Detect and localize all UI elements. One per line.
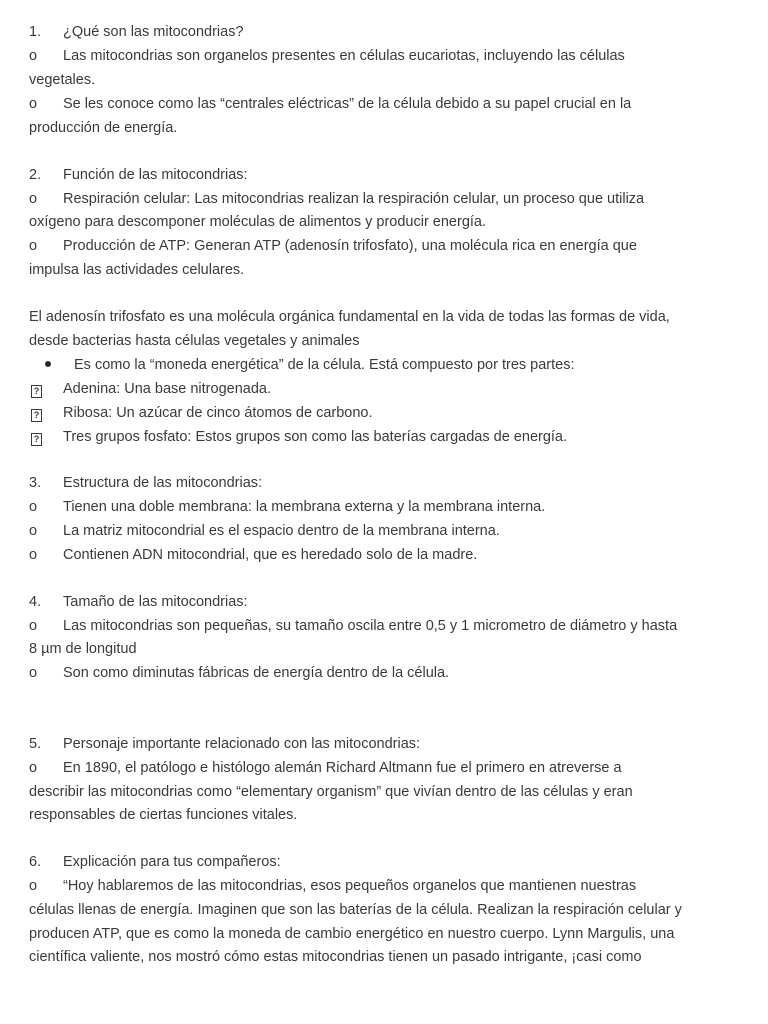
section-heading (29, 471, 745, 495)
item-text: científica valiente, nos mostró cómo estas mitocondrias tienen un pasado intrigante, ¡casi como (29, 949, 642, 965)
item-text: Respiración celular: Las mitocondrias realizan la respiración celular, un proceso que utiliza (63, 191, 645, 207)
item-text: células llenas de energía. Imaginen que son las baterías de la célula. Realizan la respiración celular y (29, 902, 682, 918)
item-text: “Hoy hablaremos de las mitocondrias, esos pequeños organelos que mantienen nuestras (63, 878, 637, 894)
list-marker: o (29, 523, 38, 539)
item-text: Producción de ATP: Generan ATP (adenosín trifosfato), una molécula rica en energía que (63, 238, 637, 254)
item-text: Es como la “moneda energética” de la célula. Está compuesto por tres partes: (74, 357, 575, 373)
missing-glyph-icon: ? (31, 433, 42, 446)
bullet-item (45, 353, 761, 377)
continuation-line (29, 637, 745, 661)
list-item (29, 756, 745, 780)
list-item (29, 614, 745, 638)
list-marker: o (29, 238, 38, 254)
continuation-line (29, 922, 745, 946)
item-text: Tienen una doble membrana: la membrana externa y la membrana interna. (63, 499, 546, 515)
item-text: 8 µm de longitud (29, 641, 137, 657)
sub-item (29, 377, 745, 401)
list-marker: o (29, 499, 38, 515)
item-text: Tres grupos fosfato: Estos grupos son como las baterías cargadas de energía. (63, 429, 568, 445)
continuation-line (29, 210, 745, 234)
list-item (29, 519, 745, 543)
item-text: vegetales. (29, 72, 96, 88)
item-text: describir las mitocondrias como “elementary organism” que vivían dentro de las células y eran (29, 784, 633, 800)
list-number: 4. (29, 594, 42, 610)
list-marker: o (29, 547, 38, 563)
list-number: 3. (29, 475, 42, 491)
list-item (29, 92, 745, 116)
continuation-line (29, 68, 745, 92)
missing-glyph-icon: ? (31, 409, 42, 422)
section-heading (29, 163, 745, 187)
paragraph-line (29, 305, 745, 329)
list-marker: o (29, 96, 38, 112)
list-item (29, 187, 745, 211)
item-text: Son como diminutas fábricas de energía dentro de la célula. (63, 665, 450, 681)
list-item (29, 44, 745, 68)
heading-text: Tamaño de las mitocondrias: (63, 594, 248, 610)
item-text: En 1890, el patólogo e histólogo alemán Richard Altmann fue el primero en atreverse a (63, 760, 622, 776)
item-text: impulsa las actividades celulares. (29, 262, 245, 278)
list-number: 2. (29, 167, 42, 183)
list-number: 5. (29, 736, 42, 752)
item-text: Ribosa: Un azúcar de cinco átomos de carbono. (63, 405, 373, 421)
continuation-line (29, 780, 745, 804)
heading-text: Función de las mitocondrias: (63, 167, 248, 183)
item-text: La matriz mitocondrial es el espacio dentro de la membrana interna. (63, 523, 500, 539)
list-number: 6. (29, 854, 42, 870)
heading-text: ¿Qué son las mitocondrias? (63, 24, 244, 40)
item-text: Adenina: Una base nitrogenada. (63, 381, 271, 397)
item-text: Se les conoce como las “centrales eléctricas” de la célula debido a su papel crucial en la (63, 96, 632, 112)
list-item (29, 874, 745, 898)
missing-glyph-icon: ? (31, 385, 42, 398)
list-item (29, 661, 745, 685)
item-text: producción de energía. (29, 120, 178, 136)
item-text: Las mitocondrias son organelos presentes en células eucariotas, incluyendo las células (63, 48, 625, 64)
continuation-line (29, 803, 745, 827)
list-marker: o (29, 48, 38, 64)
section-heading (29, 732, 745, 756)
list-item (29, 234, 745, 258)
list-item (29, 495, 745, 519)
sub-item (29, 425, 745, 449)
sub-item (29, 401, 745, 425)
list-marker: o (29, 878, 38, 894)
item-text: producen ATP, que es como la moneda de cambio energético en nuestro cuerpo. Lynn Margulis, una (29, 926, 675, 942)
paragraph-line (29, 329, 745, 353)
list-item (29, 543, 745, 567)
bullet-dot-icon (45, 361, 51, 367)
list-number: 1. (29, 24, 42, 40)
section-heading (29, 590, 745, 614)
paragraph-text: El adenosín trifosfato es una molécula orgánica fundamental en la vida de todas las formas de vida, (29, 309, 670, 325)
heading-text: Personaje importante relacionado con las mitocondrias: (63, 736, 421, 752)
item-text: responsables de ciertas funciones vitales. (29, 807, 298, 823)
heading-text: Explicación para tus compañeros: (63, 854, 281, 870)
item-text: Las mitocondrias son pequeñas, su tamaño oscila entre 0,5 y 1 micrometro de diámetro y hasta (63, 618, 678, 634)
section-heading (29, 20, 745, 44)
list-marker: o (29, 665, 38, 681)
list-marker: o (29, 191, 38, 207)
item-text: oxígeno para descomponer moléculas de alimentos y producir energía. (29, 214, 487, 230)
continuation-line (29, 945, 745, 969)
section-heading (29, 850, 745, 874)
item-text: Contienen ADN mitocondrial, que es heredado solo de la madre. (63, 547, 478, 563)
paragraph-text: desde bacterias hasta células vegetales y animales (29, 333, 360, 349)
list-marker: o (29, 760, 38, 776)
continuation-line (29, 116, 745, 140)
heading-text: Estructura de las mitocondrias: (63, 475, 263, 491)
list-marker: o (29, 618, 38, 634)
continuation-line (29, 898, 745, 922)
continuation-line (29, 258, 745, 282)
